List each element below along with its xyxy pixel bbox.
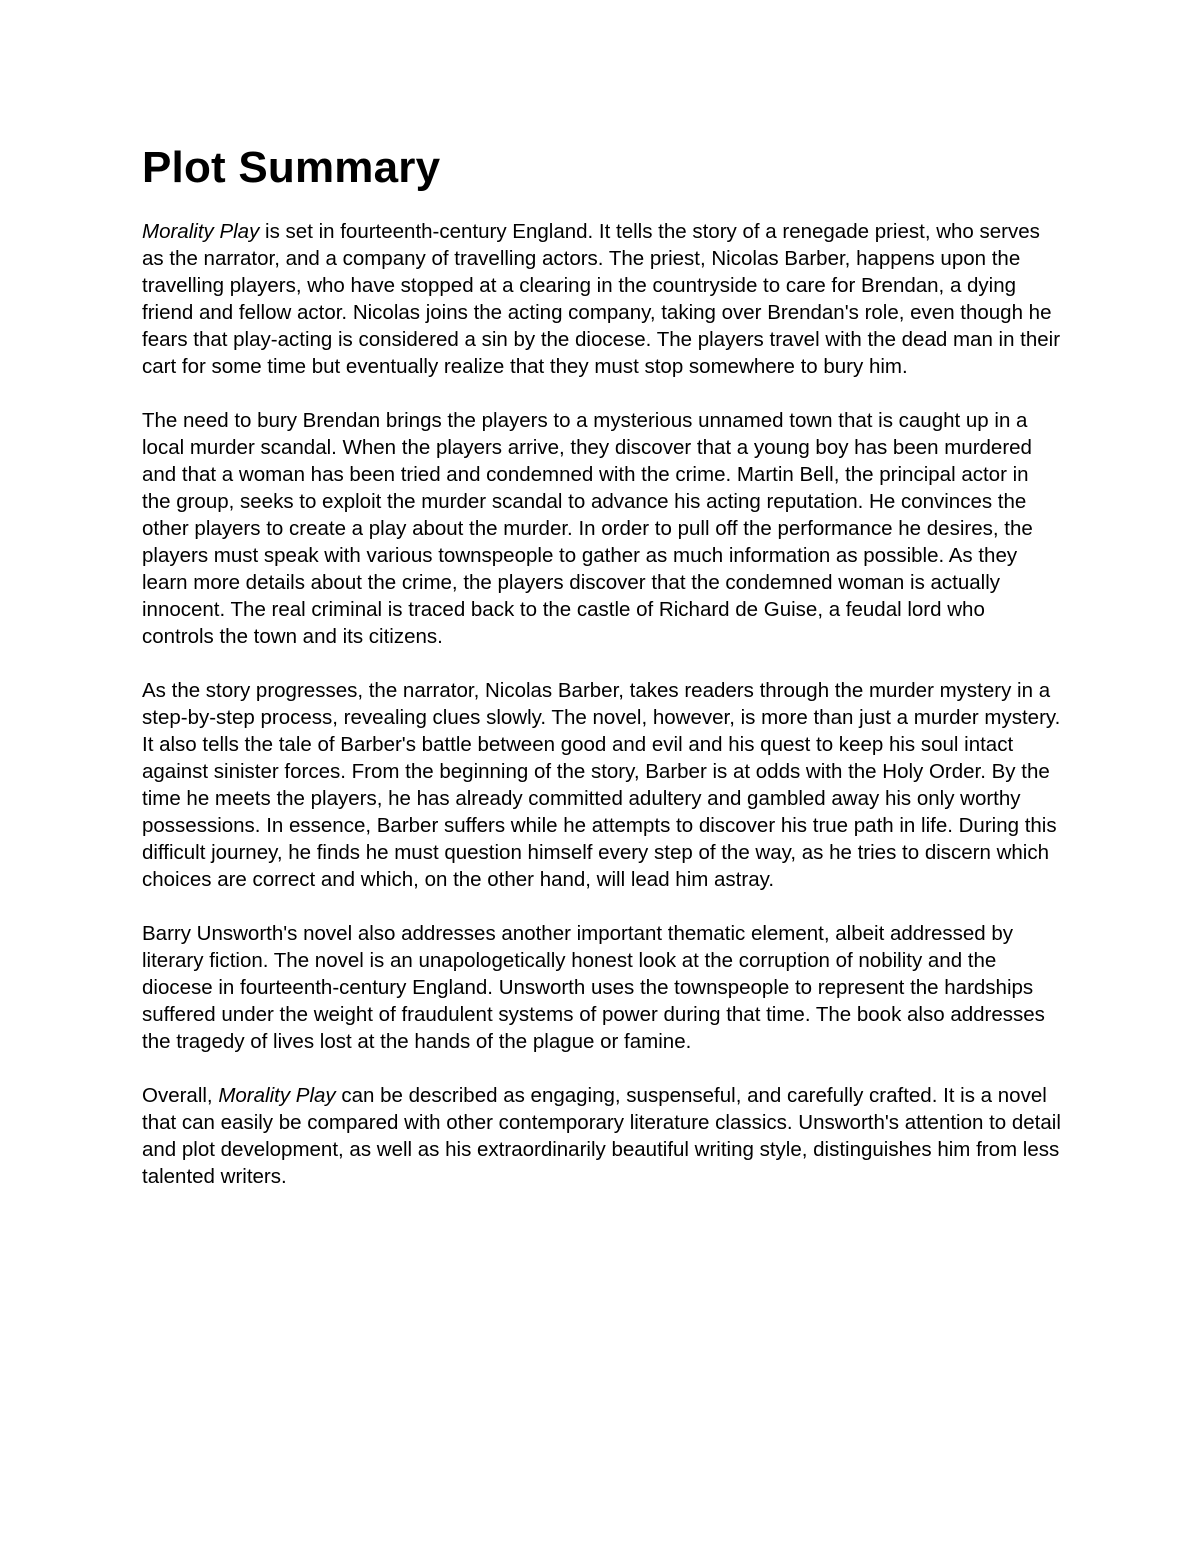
paragraph-text: As the story progresses, the narrator, Nicolas Barber, takes readers through the murder mystery in a step-by-step process, revealing clues slowly. The novel, however, is more than just a murder mystery. It also tells the tale of Barber's battle between good and evil and his quest to keep his soul intact against sinister forces. From the beginning of the story, Barber is at odds with the Holy Order. By the time he meets the players, he has already committed adultery and gambled away his only worthy possessions. In essence, Barber suffers while he attempts to discover his true path in life. During this difficult journey, he finds he must question himself every step of the way, as he tries to discern which choices are correct and which, on the other hand, will lead him astray.	[142, 679, 1061, 891]
paragraph-4	[142, 920, 1062, 1055]
paragraph-2	[142, 407, 1062, 650]
document-body	[142, 138, 1062, 1217]
italic-title-text: Morality Play	[218, 1084, 336, 1107]
paragraph-text: is set in fourteenth-century England. It tells the story of a renegade priest, who serves as the narrator, and a company of travelling actors. The priest, Nicolas Barber, happens upon the travelling players, who have stopped at a clearing in the countryside to care for Brendan, a dying friend and fellow actor. Nicolas joins the acting company, taking over Brendan's role, even though he fears that play-acting is considered a sin by the diocese. The players travel with the dead man in their cart for some time but eventually realize that they must stop somewhere to bury him.	[142, 220, 1061, 378]
paragraph-text: Overall,	[142, 1084, 219, 1107]
paragraph-text: can be described as engaging, suspenseful, and carefully crafted. It is a novel that can easily be compared with other contemporary literature classics. Unsworth's attention to detail and plot development, as well as his extraordinarily beautiful writing style, distinguishes him from less talented writers.	[142, 1084, 1061, 1188]
italic-title-text: Morality Play	[142, 220, 260, 243]
paragraph-3	[142, 677, 1062, 893]
paragraph-text: Barry Unsworth's novel also addresses another important thematic element, albeit addressed by literary fiction. The novel is an unapologetically honest look at the corruption of nobility and the diocese in fourteenth-century England. Unsworth uses the townspeople to represent the hardships suffered under the weight of fraudulent systems of power during that time. The book also addresses the tragedy of lives lost at the hands of the plague or famine.	[142, 922, 1045, 1053]
page-title: Plot Summary	[142, 143, 441, 192]
paragraph-text: The need to bury Brendan brings the players to a mysterious unnamed town that is caught up in a local murder scandal. When the players arrive, they discover that a young boy has been murdered and that a woman has been tried and condemned with the crime. Martin Bell, the principal actor in the group, seeks to exploit the murder scandal to advance his acting reputation. He convinces the other players to create a play about the murder. In order to pull off the performance he desires, the players must speak with various townspeople to gather as much information as possible. As they learn more details about the crime, the players discover that the condemned woman is actually innocent. The real criminal is traced back to the castle of Richard de Guise, a feudal lord who controls the town and its citizens.	[142, 409, 1033, 648]
paragraph-1	[142, 218, 1062, 380]
paragraph-list	[142, 218, 1062, 1190]
paragraph-5	[142, 1082, 1062, 1190]
